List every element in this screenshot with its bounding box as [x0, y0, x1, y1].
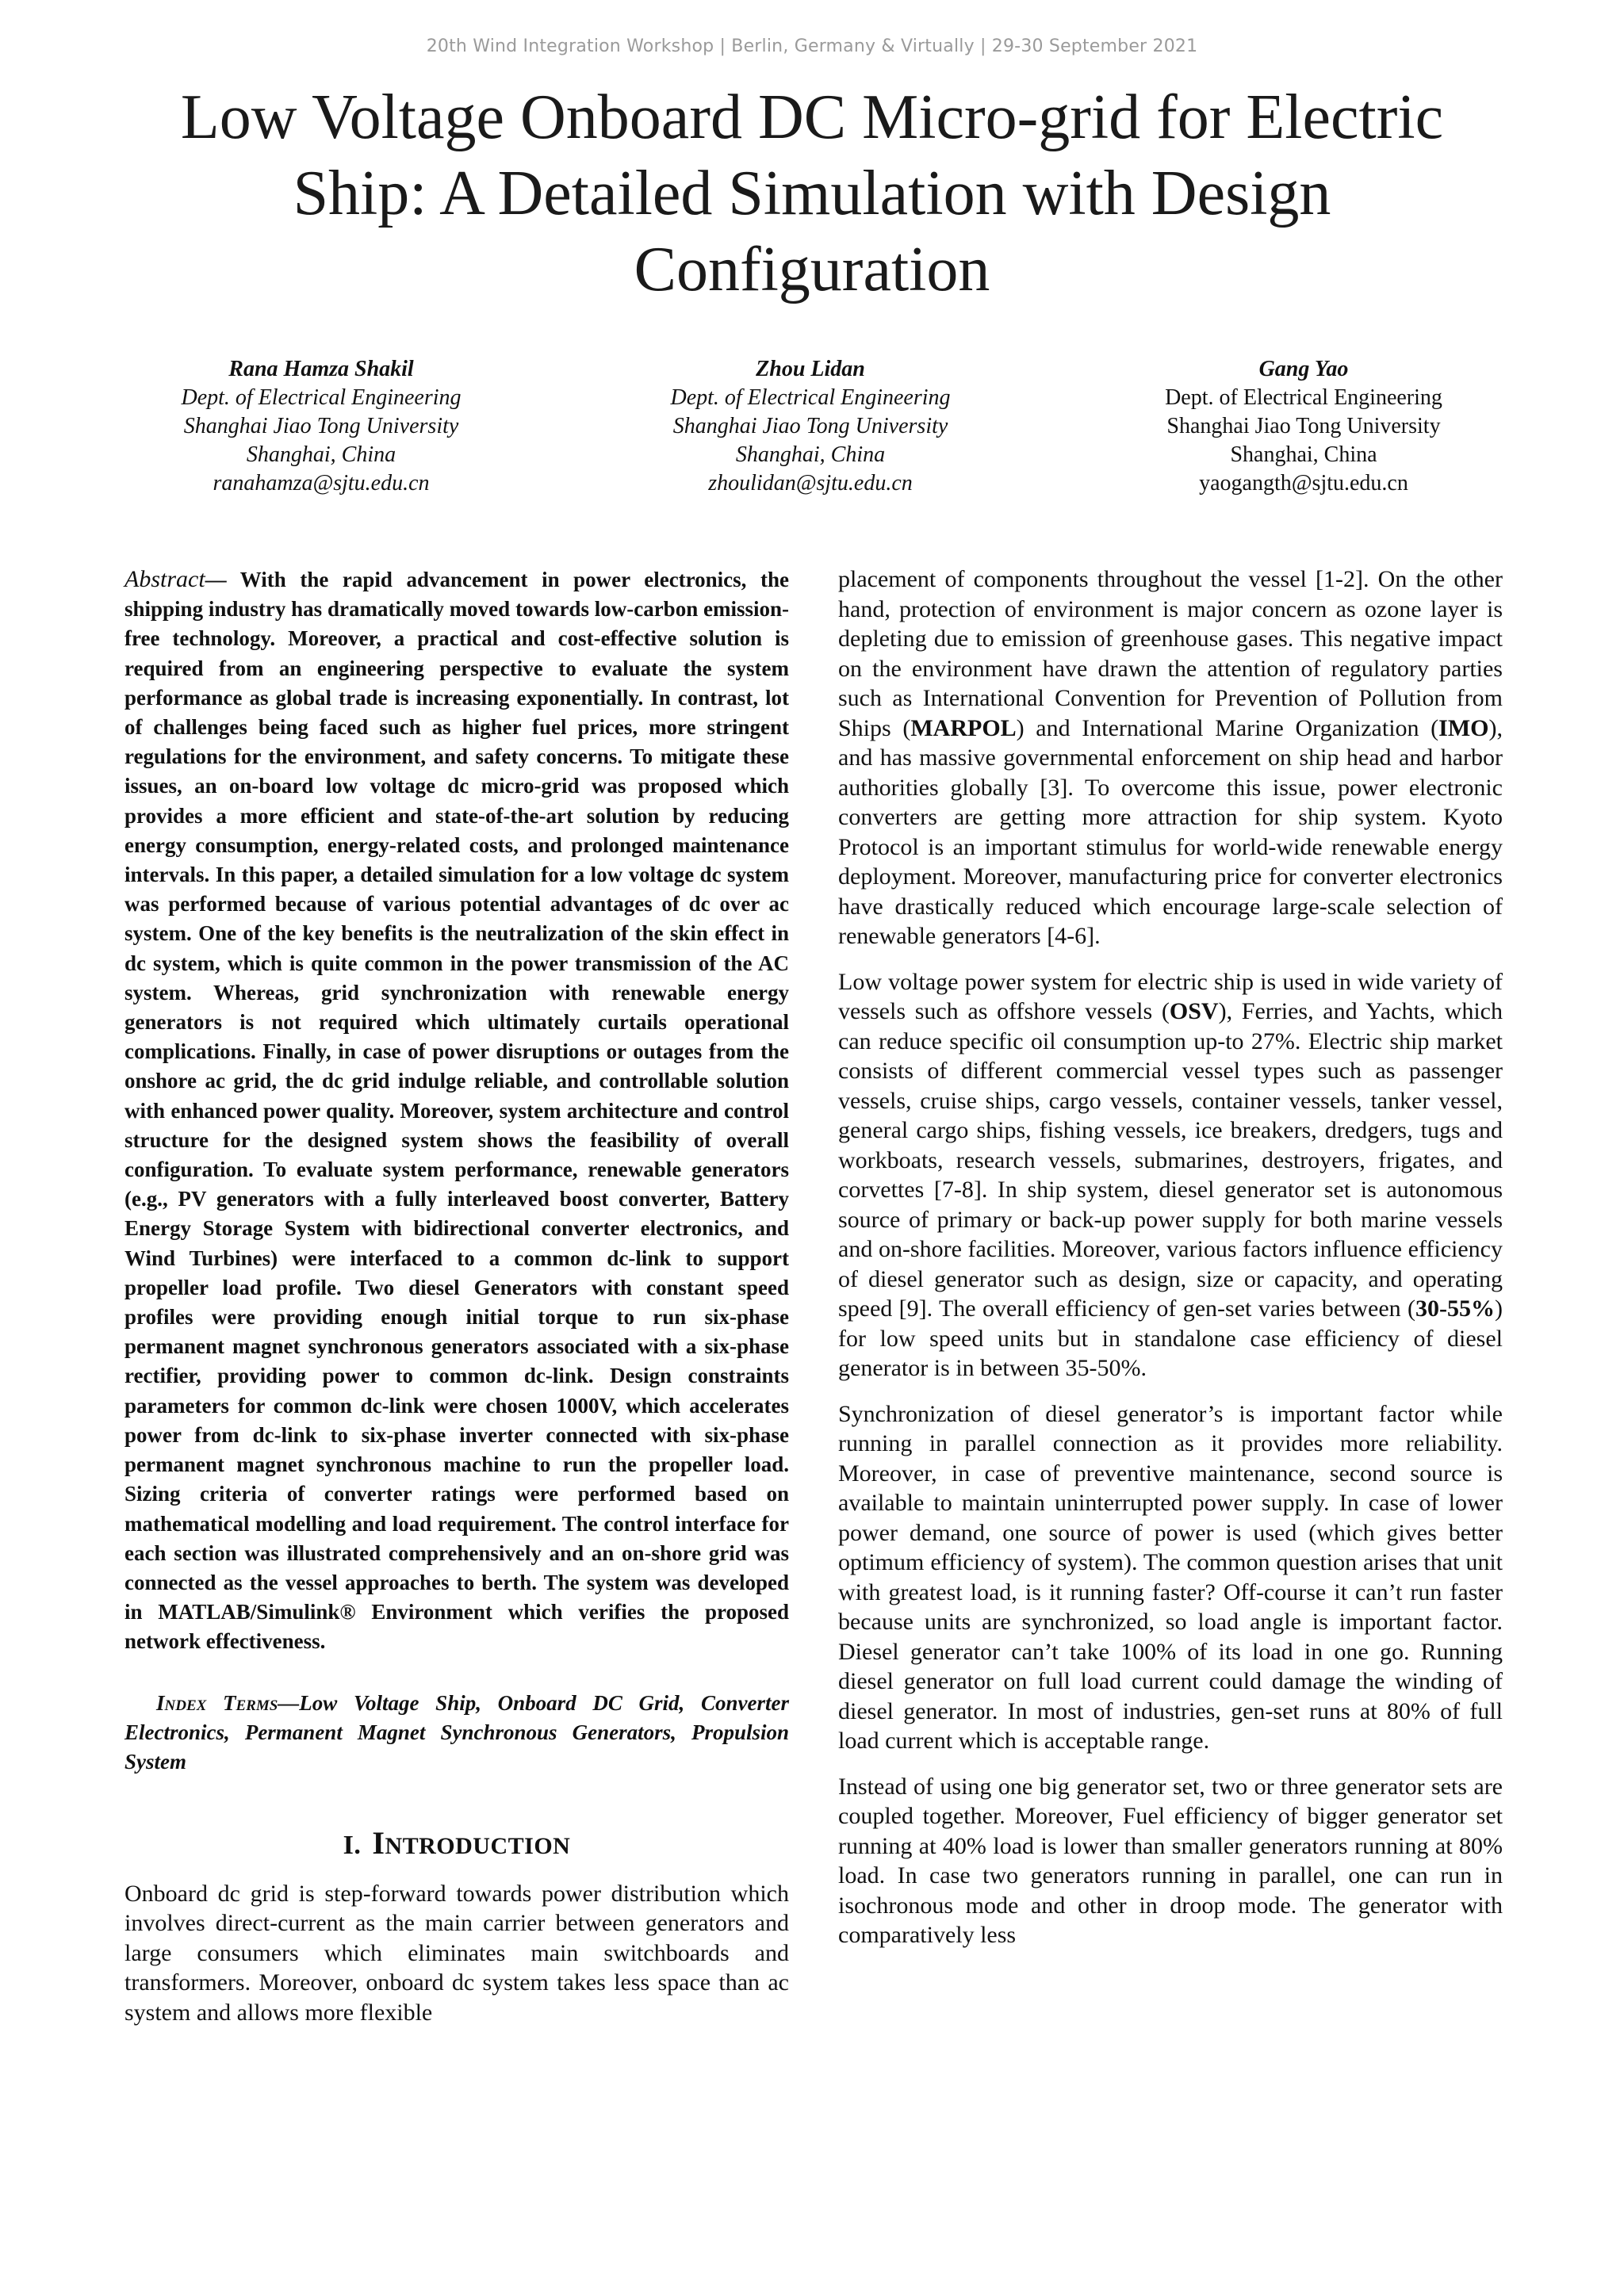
index-terms [124, 1689, 789, 1777]
author-name: Gang Yao [1258, 357, 1349, 381]
paper-title: Low Voltage Onboard DC Micro-grid for Electric Ship: A Detailed Simulation with Design Configuration [180, 82, 1444, 304]
author-email: yaogangth@sjtu.edu.cn [1199, 471, 1408, 496]
author-dept: Dept. of Electrical Engineering [1165, 385, 1442, 410]
author-city: Shanghai, China [246, 442, 396, 467]
author-university: Shanghai Jiao Tong University [1166, 414, 1441, 438]
text-run: ) for low speed units but in standalone case efficiency of diesel generator is in between 35-50%. [838, 1295, 1503, 1381]
left-column [124, 564, 789, 2043]
bold-term-marpol: MARPOL [910, 714, 1017, 741]
text-run: ), Ferries, and Yachts, which can reduce specific oil consumption up-to 27%. Electric ship market consists of different commercial vessel types such as passenger vessels, cruise ships, cargo vessels, container vessels, tanker vessel, general cargo ships, fishing vessels, ice breakers, dredgers, tugs and workboats, research vessels, submarines, destroyers, frigates, and corvettes [7-8]. In ship system, diesel generator set is autonomous source of primary or back-up power supply for both marine vessels and on-shore facilities. Moreover, various factors influence efficiency of diesel generator such as design, size or capacity, and operating speed [9]. The overall efficiency of gen-set varies between ( [838, 998, 1503, 1322]
index-terms-text: —Low Voltage Ship, Onboard DC Grid, Converter Electronics, Permanent Magnet Synchronous Generators, Propulsion System [124, 1690, 789, 1774]
abstract-text: — With the rapid advancement in power electronics, the shipping industry has dramatically moved towards low-carbon emission-free technology. Moreover, a practical and cost-effective solution is required from an engineering perspective to evaluate the system performance as global trade is increasing exponentially. In contrast, lot of challenges being faced such as higher fuel prices, more stringent regulations for the environment, and safety concerns. To mitigate these issues, an on-board low voltage dc micro-grid was proposed which provides a more efficient and state-of-the-art solution by reducing energy consumption, energy-related costs, and prolonged maintenance intervals. In this paper, a detailed simulation for a low voltage dc system was performed because of various potential advantages of dc over ac system. One of the key benefits is the neutralization of the skin effect in dc system, which is quite common in the power transmission of the AC system. Whereas, grid synchronization with renewable energy generators is not required which ultimately curtails operational complications. Finally, in case of power disruptions or outages from the onshore ac grid, the dc grid indulge reliable, and controllable solution with enhanced power quality. Moreover, system architecture and control structure for the designed system shows the feasibility of overall configuration. To evaluate system performance, renewable generators (e.g., PV generators with a fully interleaved boost converter, Battery Energy Storage System with bidirectional converter electronics, and Wind Turbines) were interfaced to a common dc-link to support propeller load profile. Two diesel Generators with constant speed profiles were providing enough initial torque to run six-phase permanent magnet synchronous generators associated with a six-phase rectifier, providing power to common dc-link. Design constraints parameters for common dc-link were chosen 1000V, which accelerates power from dc-link to six-phase inverter connected with six-phase permanent magnet synchronous machine to run the propeller load. Sizing criteria of converter ratings were performed based on mathematical modelling and load requirement. The control interface for each section was illustrated comprehensively and an on-shore grid was connected as the vessel approaches to berth. The system was developed in MATLAB/Simulink® Environment which verifies the proposed network effectiveness. [124, 568, 789, 1654]
author-city: Shanghai, China [735, 442, 886, 467]
author-3 [1082, 355, 1526, 498]
right-column [838, 564, 1503, 1966]
section-heading-introduction [124, 1824, 789, 1862]
abstract [124, 564, 789, 1657]
paragraph-synchronization: Synchronization of diesel generator’s is important factor while running in parallel connection as it provides more reliability. Moreover, in case of preventive maintenance, second source is available to maintain uninterrupted power supply. In case of lower power demand, one source of power is used (which gives better optimum efficiency of system). The common question arises that unit with greatest load, is it running faster? Off-course it can’t run faster because units are synchronized, so load angle is important factor. Diesel generator can’t take 100% of its load in one go. Running diesel generator on full load current could damage the winding of diesel generator. In most of industries, gen-set runs at 80% of full load current which is acceptable range. [838, 1400, 1503, 1754]
section-title-rest: NTRODUCTION [385, 1832, 571, 1859]
text-run: ) and International Marine Organization ( [1016, 714, 1439, 741]
paragraph-low-voltage [838, 967, 1503, 1383]
text-run: placement of components throughout the vessel [1-2]. On the other hand, protection of environment is major concern as ozone layer is depleting due to emission of greenhouse gases. This negative impact on the environment have drawn the attention of regulatory parties such as International Convention for Prevention of Pollution from Ships ( [838, 566, 1503, 741]
section-title-initial: I [372, 1824, 385, 1861]
section-number: I. [343, 1830, 362, 1860]
author-email: ranahamza@sjtu.edu.cn [213, 471, 430, 496]
author-email: zhoulidan@sjtu.edu.cn [708, 471, 913, 496]
author-university: Shanghai Jiao Tong University [672, 414, 948, 438]
abstract-label: Abstract [124, 566, 205, 592]
bold-term-imo: IMO [1438, 714, 1489, 741]
intro-paragraph: Onboard dc grid is step-forward towards power distribution which involves direct-current as the main carrier between generators and large consumers which eliminates main switchboards and transformers. Moreover, onboard dc system takes less space than ac system and allows more flexible [124, 1880, 789, 2026]
text-run: ), and has massive governmental enforcement on ship head and harbor authorities globally [3]. To overcome this issue, power electronic converters are getting more attraction for ship system. Kyoto Protocol is an important stimulus for world-wide renewable energy deployment. Moreover, manufacturing price for converter electronics have drastically reduced which encourage large-scale selection of renewable generators [4-6]. [838, 714, 1503, 949]
paragraph-generator-sets: Instead of using one big generator set, two or three generator sets are coupled together. Moreover, Fuel efficiency of bigger generator set running at 40% load is lower than smaller generators running at 80% load. In case two generators running in parallel, one can run in isochronous mode and other in droop mode. The generator with comparatively less [838, 1773, 1503, 1948]
paragraph-environment [838, 564, 1503, 951]
conference-header: 20th Wind Integration Workshop | Berlin, Germany & Virtually | 29-30 September 2021 [426, 36, 1198, 56]
author-dept: Dept. of Electrical Engineering [181, 385, 462, 410]
author-name: Zhou Lidan [756, 357, 865, 381]
bold-term-efficiency: 30-55% [1415, 1295, 1495, 1322]
index-terms-label: Index Terms [156, 1690, 278, 1715]
text-run: Low voltage power system for electric ship is used in wide variety of vessels such as offshore vessels ( [838, 968, 1503, 1024]
author-university: Shanghai Jiao Tong University [183, 414, 459, 438]
author-city: Shanghai, China [1230, 442, 1377, 467]
author-dept: Dept. of Electrical Engineering [670, 385, 951, 410]
author-name: Rana Hamza Shakil [228, 357, 414, 381]
author-2 [588, 355, 1032, 498]
author-1 [99, 355, 543, 498]
bold-term-osv: OSV [1169, 998, 1219, 1024]
